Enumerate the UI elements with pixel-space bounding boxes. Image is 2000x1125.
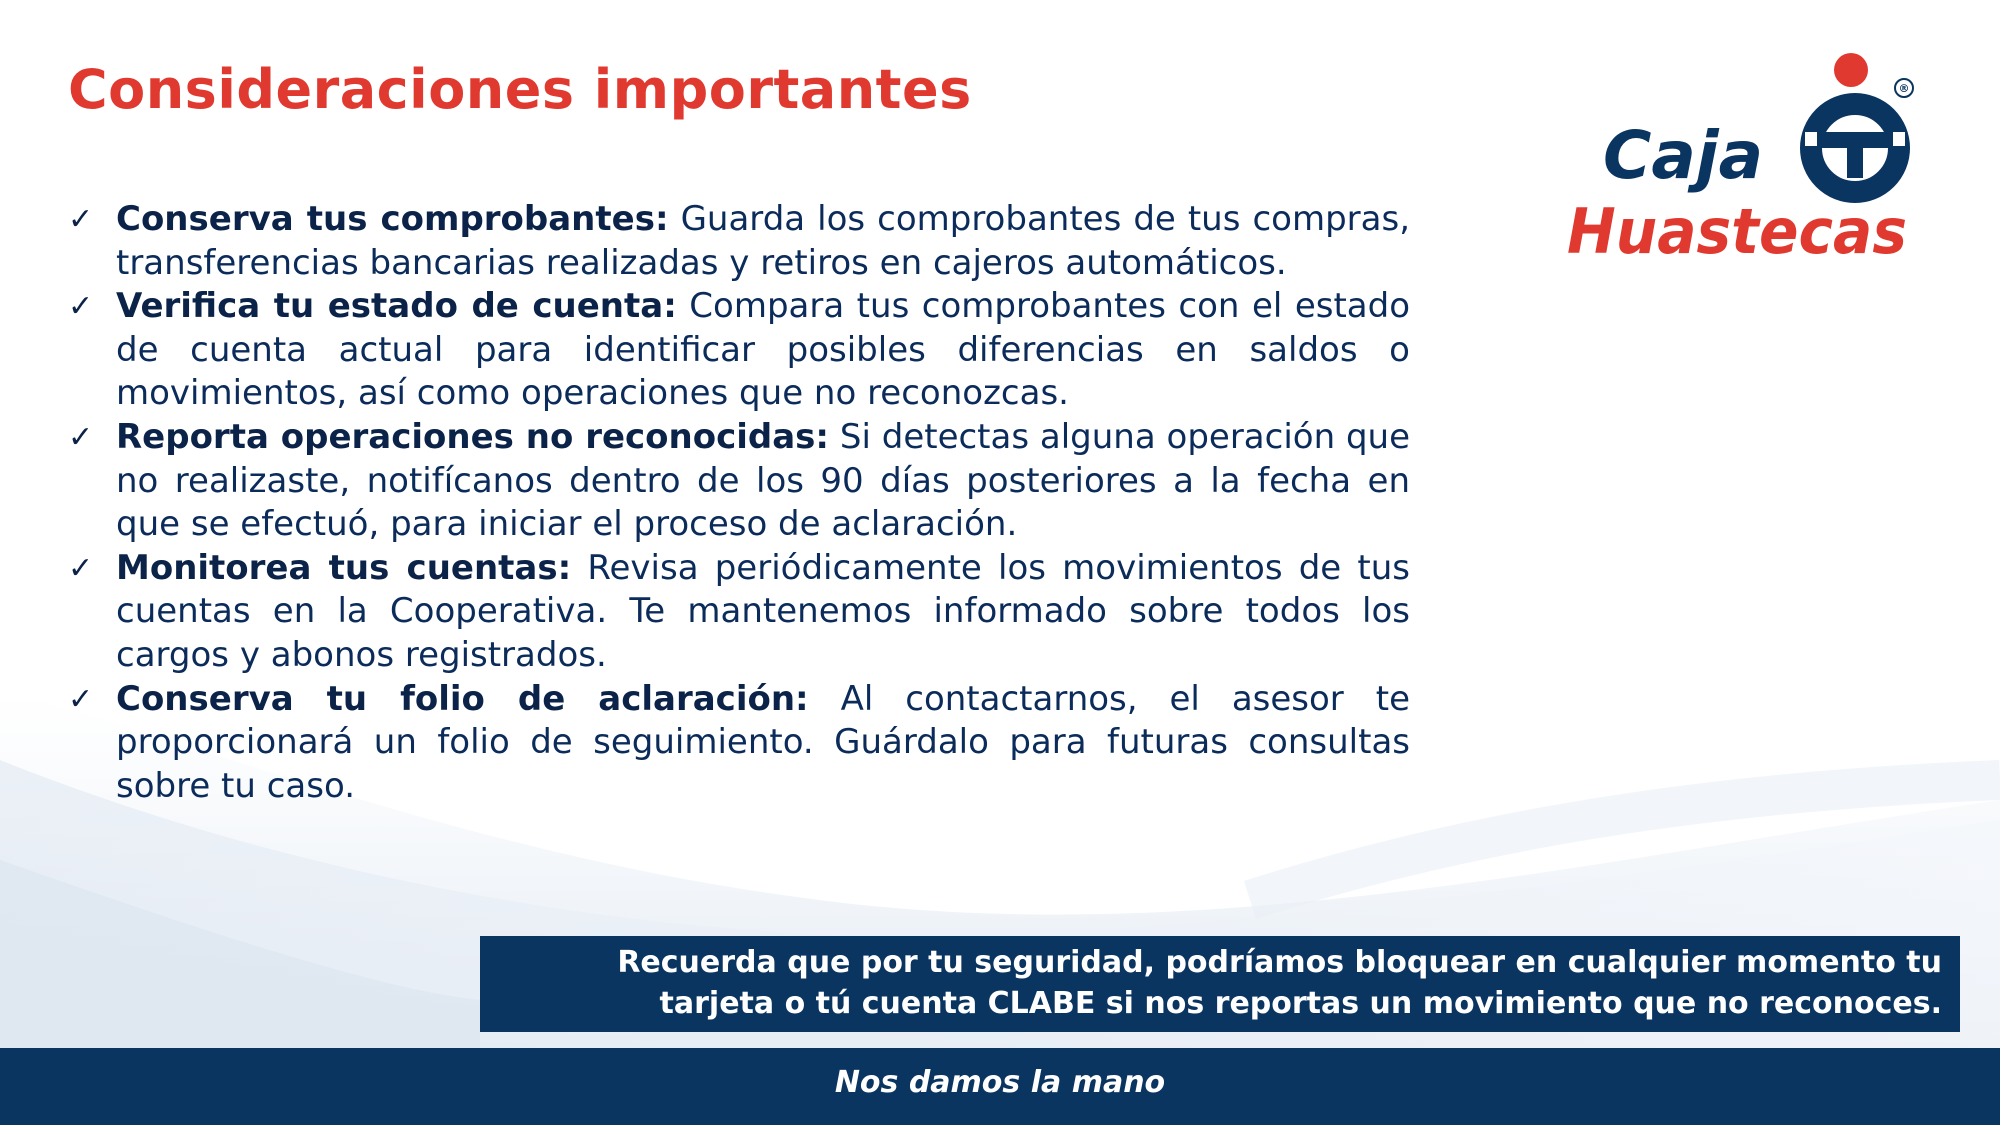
- item-heading: Verifica tu estado de cuenta:: [116, 286, 677, 327]
- list-item: [68, 547, 1410, 678]
- item-text: Revisa periódicamente los movimientos de tus cuentas en la Cooperativa. Te mantenemos informado sobre todos los cargos y abonos registrados.: [116, 547, 1410, 675]
- item-text: Compara tus comprobantes con el estado de cuenta actual para identificar posibles diferencias en saldos o movimientos, así como operaciones que no reconozcas.: [116, 286, 1411, 414]
- item-text: Si detectas alguna operación que no realizaste, notifícanos dentro de los 90 días posteriores a la fecha en que se efectuó, para iniciar el proceso de aclaración.: [116, 416, 1411, 545]
- notice-line-2: tarjeta o tú cuenta CLABE si nos reportas un movimiento que no reconoces.: [659, 986, 1942, 1021]
- item-heading: Conserva tu folio de aclaración:: [116, 678, 809, 719]
- item-heading: Reporta operaciones no reconocidas:: [116, 416, 830, 457]
- considerations-list: [68, 198, 1410, 808]
- list-item: [68, 678, 1410, 809]
- checkmark-icon: ✓: [68, 681, 94, 717]
- footer-bar: [0, 1048, 2000, 1125]
- checkmark-icon: ✓: [68, 202, 94, 237]
- page-title: Consideraciones importantes: [68, 58, 972, 121]
- checkmark-icon: ✓: [68, 550, 94, 586]
- list-item: [68, 198, 1410, 285]
- logo-text-huastecas: Huastecas: [1567, 195, 1907, 268]
- checkmark-icon: ✓: [68, 289, 94, 325]
- footer-slogan: Nos damos la mano: [834, 1065, 1166, 1100]
- list-item: [68, 285, 1410, 416]
- item-heading: Monitorea tus cuentas:: [116, 547, 572, 588]
- registered-mark: ®: [1898, 82, 1910, 95]
- notice-line-1: Recuerda que por tu seguridad, podríamos bloquear en cualquier momento tu: [617, 945, 1942, 980]
- item-text: Al contactarnos, el asesor te proporcionará un folio de seguimiento. Guárdalo para futuras consultas sobre tu caso.: [116, 678, 1410, 806]
- logo-text-caja: Caja: [1603, 117, 1764, 194]
- list-item: [68, 416, 1410, 547]
- checkmark-icon: ✓: [68, 419, 94, 455]
- item-text: Guarda los comprobantes de tus compras, transferencias bancarias realizadas y retiros en cajeros automáticos.: [116, 199, 1410, 283]
- item-heading: Conserva tus comprobantes:: [116, 199, 669, 239]
- caja-huastecas-logo: [1555, 48, 1925, 268]
- security-notice-banner: [480, 936, 1960, 1032]
